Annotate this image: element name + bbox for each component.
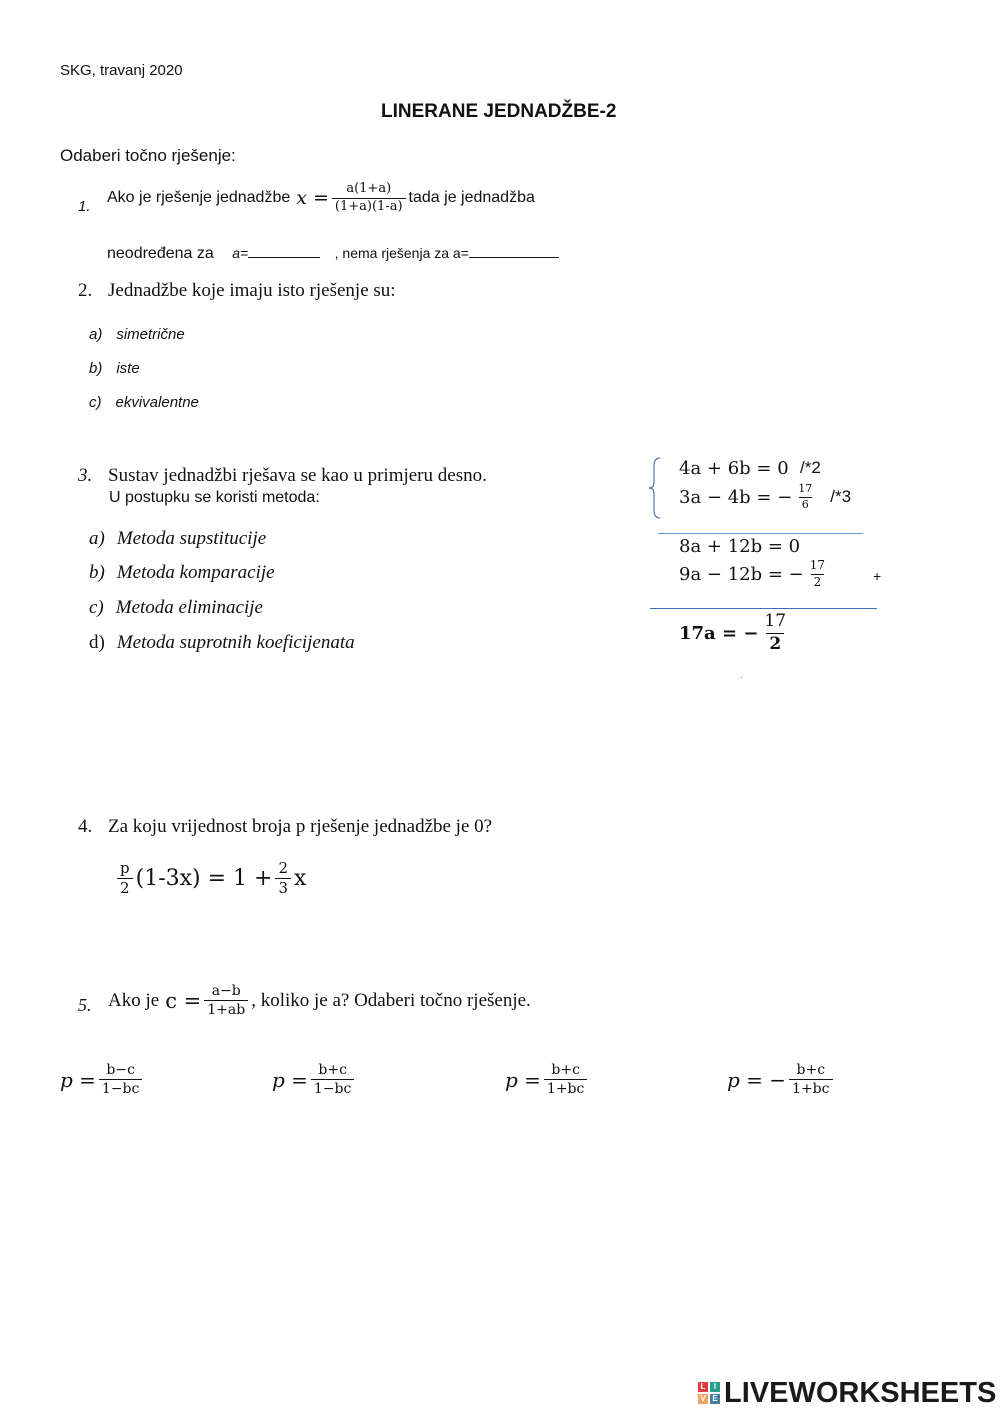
example-result: 17a = − $\frac{17}{2}$ <box>679 611 787 654</box>
q2-option-a[interactable]: a) simetrične <box>89 326 185 343</box>
q5-number: 5. <box>78 995 92 1015</box>
q3-number: 3. <box>78 465 93 486</box>
example-plus: + <box>873 568 882 584</box>
q1-frac-num: a(1+a) <box>346 181 392 196</box>
q3-option-d[interactable]: d) Metoda suprotnih koeficijenata <box>89 632 355 653</box>
q1-line2 <box>107 243 559 263</box>
liveworksheets-logo <box>698 1378 996 1408</box>
example-divider-2 <box>650 608 877 609</box>
q1-line2-var: a= <box>232 245 249 261</box>
q3-option-b[interactable]: b) Metoda komparacije <box>89 562 275 583</box>
q5-option-3[interactable]: p = $\frac{b+c}{1+bc}$ <box>505 1062 590 1097</box>
q5-option-4[interactable]: p = − $\frac{b+c}{1+bc}$ <box>727 1062 836 1097</box>
q1-number: 1. <box>78 198 91 215</box>
instruction: Odaberi točno rješenje: <box>60 146 236 165</box>
q1-blank-2[interactable] <box>469 243 559 258</box>
q1-frac-den: (1+a)(1-a) <box>332 198 406 215</box>
q5-option-2[interactable]: p = $\frac{b+c}{1-bc}$ <box>272 1062 357 1097</box>
q1-line2-a: neodređena za <box>107 245 214 262</box>
q2-number: 2. <box>78 280 93 301</box>
example-eq1: 4a + 6b = 0 /*2 <box>679 458 821 479</box>
logo-grid-icon: L I V E <box>698 1382 720 1404</box>
logo-text: LIVEWORKSHEETS <box>724 1376 997 1409</box>
q1-text-after: tada je jednadžba <box>408 189 535 207</box>
q1-lhs: x = <box>296 187 329 210</box>
q1-fraction <box>332 182 406 215</box>
q5-option-1[interactable]: p = $\frac{b-c}{1-bc}$ <box>60 1062 145 1097</box>
page-title: LINERANE JEDNADŽBE-2 <box>381 101 617 122</box>
q3-text-line2: U postupku se koristi metoda: <box>109 489 320 506</box>
q1-line2-b: , nema rješenja za a= <box>334 245 469 261</box>
stray-dot: . <box>740 670 743 681</box>
q4-equation: $\frac{p}{2}$ (1-3x) = 1 + $\frac{2}{3}$ x <box>117 860 306 898</box>
example-eq2: 3a − 4b = − $\frac{17}{6}$ /*3 <box>679 482 852 511</box>
q2-text: Jednadžbe koje imaju isto rješenje su: <box>108 280 396 301</box>
q2-option-b[interactable]: b) iste <box>89 360 140 377</box>
q4-text: Za koju vrijednost broja p rješenje jednadžbe je 0? <box>108 816 493 837</box>
q2-option-c[interactable]: c) ekvivalentne <box>89 394 199 411</box>
q3-text-line1: Sustav jednadžbi rješava se kao u primjeru desno. <box>108 465 487 486</box>
example-eq3: 8a + 12b = 0 <box>679 536 801 557</box>
q3-option-c[interactable]: c) Metoda eliminacije <box>89 597 263 618</box>
q5-line: Ako je c = $\frac{a-b}{1+ab}$ , koliko je a? Odaberi točno rješenje. <box>108 983 531 1019</box>
q1-line1 <box>107 182 535 215</box>
q3-option-a[interactable]: a) Metoda supstitucije <box>89 528 267 549</box>
example-eq4: 9a − 12b = − $\frac{17}{2}$ <box>679 558 826 589</box>
example-divider-1 <box>658 533 863 534</box>
q1-text-before: Ako je rješenje jednadžbe <box>107 189 291 207</box>
school-date: SKG, travanj 2020 <box>60 62 183 79</box>
q1-blank-1[interactable] <box>248 243 320 258</box>
q4-number: 4. <box>78 816 93 837</box>
system-brace-icon <box>646 456 666 520</box>
